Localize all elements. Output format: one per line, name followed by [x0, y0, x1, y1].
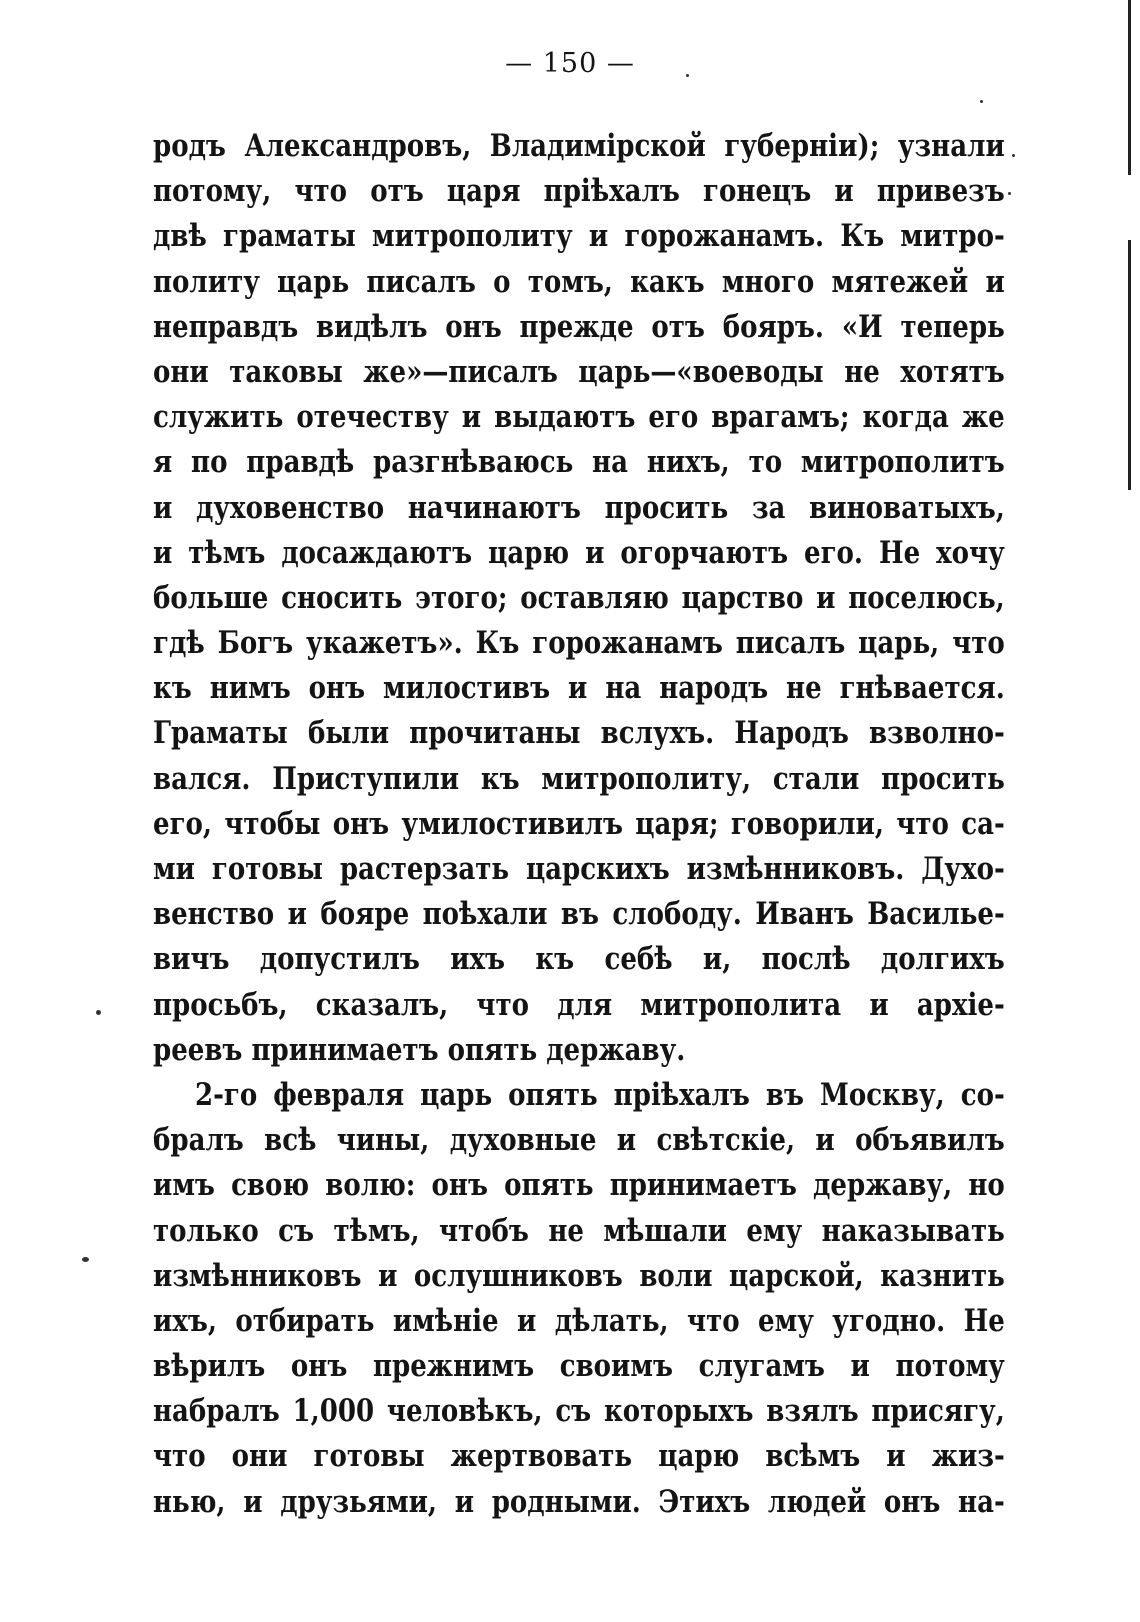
text-line: что они готовы жертвовать царю всѣмъ и жиз-	[153, 1438, 1005, 1475]
text-line: 2-го февраля царь опять пріѣхалъ въ Москву, со-	[195, 1076, 1005, 1113]
print-speck	[82, 1257, 89, 1262]
text-line: просьбъ, сказалъ, что для митрополита и архіе-	[153, 986, 1005, 1023]
text-line: и тѣмъ досаждаютъ царю и огорчаютъ его. Не хочу	[153, 534, 1005, 571]
text-line: вался. Приступили къ митрополиту, стали просить	[153, 760, 1005, 797]
text-line: къ нимъ онъ милостивъ и на народъ не гнѣвается.	[153, 670, 1005, 707]
text-line: бралъ всѣ чины, духовные и свѣтскіе, и объявилъ	[153, 1122, 1005, 1159]
text-line: Граматы были прочитаны вслухъ. Народъ взволно-	[153, 715, 1005, 752]
text-line: вичъ допустилъ ихъ къ себѣ и, послѣ долгихъ	[153, 941, 1005, 978]
text-line: гдѣ Богъ укажетъ». Къ горожанамъ писалъ царь, что	[153, 625, 1005, 662]
paragraph-1	[153, 124, 1005, 1073]
text-line: ми готовы растерзать царскихъ измѣнниковъ. Духо-	[153, 851, 1005, 887]
text-line: двѣ граматы митрополиту и горожанамъ. Къ митро-	[153, 218, 1005, 255]
text-line: реевъ принимаетъ опять державу.	[153, 1031, 686, 1068]
text-line: и духовенство начинаютъ просить за виноватыхъ,	[153, 489, 1005, 526]
text-line: имъ свою волю: онъ опять принимаетъ державу, но	[153, 1167, 1005, 1204]
page-edge-line	[1128, 240, 1131, 490]
text-line: неправдъ видѣлъ онъ прежде отъ бояръ. «И теперь	[153, 308, 1005, 345]
print-speck	[980, 100, 983, 103]
page-number: — 150 —	[505, 48, 635, 79]
page-edge-line	[1128, 0, 1131, 175]
text-line: набралъ 1,000 человѣкъ, съ которыхъ взялъ присягу,	[153, 1393, 1005, 1430]
print-speck	[96, 1010, 101, 1015]
text-line: только съ тѣмъ, чтобъ не мѣшали ему наказывать	[153, 1212, 1005, 1249]
text-line: нью, и друзьями, и родными. Этихъ людей онъ на-	[153, 1483, 1005, 1520]
text-line: измѣнниковъ и ослушниковъ воли царской, казнить	[153, 1257, 1005, 1294]
text-line: потому, что отъ царя пріѣхалъ гонецъ и привезъ	[153, 173, 1005, 210]
text-line: ихъ, отбирать имѣніе и дѣлать, что ему угодно. Не	[153, 1302, 1005, 1339]
text-line: его, чтобы онъ умилостивилъ царя; говорили, что са-	[153, 805, 1005, 842]
text-line: я по правдѣ разгнѣваюсь на нихъ, то митрополитъ	[153, 444, 1005, 481]
paragraph-2	[153, 1073, 1005, 1525]
text-line: служить отечеству и выдаютъ его врагамъ; когда же	[153, 399, 1005, 436]
body-text	[153, 124, 1005, 1525]
print-speck	[1012, 154, 1015, 157]
print-speck	[686, 74, 689, 77]
print-speck	[1008, 192, 1011, 195]
text-line: родъ Александровъ, Владимірской губерніи); узнали	[153, 128, 1005, 164]
text-line: политу царь писалъ о томъ, какъ много мятежей и	[153, 263, 1005, 300]
text-line: они таковы же»—писалъ царь—«воеводы не хотятъ	[153, 353, 1005, 390]
text-line: больше сносить этого; оставляю царство и поселюсь,	[153, 579, 1005, 616]
text-line: вѣрилъ онъ прежнимъ своимъ слугамъ и потому	[153, 1348, 1005, 1385]
text-line: венство и бояре поѣхали въ слободу. Иванъ Василье-	[153, 896, 1005, 933]
